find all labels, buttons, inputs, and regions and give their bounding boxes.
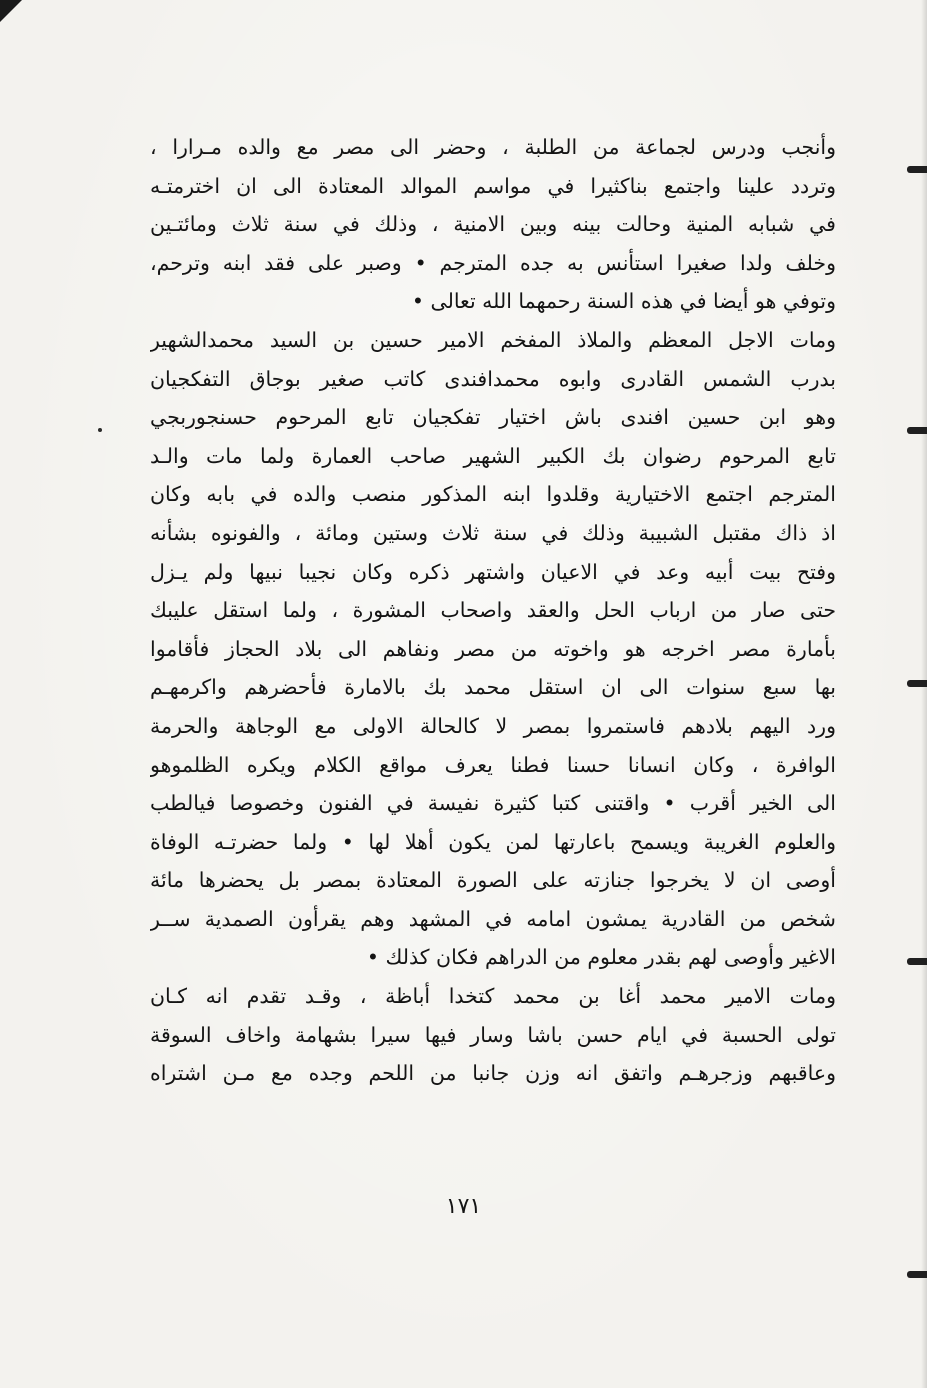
text-line: وعاقبهم وزجرهـم واتفق انه وزن جانبا من اللحم وجده مع مـن اشتراه (150, 1061, 836, 1086)
edge-binding-mark (907, 958, 927, 965)
text-line: حتى صار من ارباب الحل والعقد واصحاب المشورة ، ولما استقل عليبك (150, 598, 836, 623)
edge-binding-mark (907, 166, 927, 173)
edge-binding-mark (907, 680, 927, 687)
edge-binding-mark (907, 1271, 927, 1278)
page-number: ١٧١ (445, 1194, 482, 1219)
text-line: أوصى ان لا يخرجوا جنازته على الصورة المعتادة بمصر بل يحضرها مائة (150, 868, 836, 893)
text-line: وأنجب ودرس لجماعة من الطلبة ، وحضر الى مصر مع والده مـرارا ، (150, 135, 836, 159)
text-line: بأمارة مصر اخرجه هو واخوته من مصر ونفاهم الى بلاد الحجاز فأقاموا (150, 636, 836, 661)
body-text (150, 128, 836, 1093)
text-line: وخلف ولدا صغيرا استأنس به جده المترجم • وصبر على فقد ابنه وترحم، (150, 250, 836, 275)
text-line: وتوفي هو أيضا في هذه السنة رحمهما الله تعالى • (411, 289, 836, 314)
text-line: ومات الامير محمد أغا بن محمد كتخدا أباظة ، وقـد تقدم انه كـان (150, 984, 836, 1009)
text-line: بدرب الشمس القادرى وابوه محمدافندى كاتب صغير بوجاق التفكجيان (150, 366, 836, 391)
text-line: ومات الاجل المعظم والملاذ المفخم الامير حسين بن السيد محمدالشهير (150, 327, 836, 352)
edge-binding-mark (907, 427, 927, 434)
text-line: شخص من القادرية يمشون امامه في المشهد وهم يقرأون الصمدية ســر (150, 906, 836, 931)
ink-speck (98, 428, 102, 432)
text-line: والعلوم الغريبة ويسمح باعارتها لمن يكون أهلا لها • ولما حضرتـه الوفاة (150, 829, 836, 854)
text-line: بها سبع سنوات الى ان استقل محمد بك بالامارة فأحضرهم واكرمهـم (150, 675, 836, 700)
text-line: الوافرة ، وكان انسانا حسنا فطنا يعرف مواقع الكلام ويكره الظلموهو (150, 752, 836, 777)
text-line: وفتح بيت أبيه وعد في الاعيان واشتهر ذكره وكان نجيبا نبيها ولم يـزل (150, 559, 836, 584)
page-edge-shadow (921, 0, 927, 1388)
text-line: الاغير وأوصى لهم بقدر معلوم من الدراهم فكان كذلك • (366, 945, 836, 970)
text-line: الى الخير أقرب • واقتنى كتبا كثيرة نفيسة في الفنون وخصوصا فيالطب (150, 791, 836, 816)
text-line: تولى الحسبة في ايام حسن باشا وسار فيها سيرا بشهامة واخاف السوقة (150, 1022, 836, 1047)
text-line: وتردد علينا واجتمع بناكثيرا في مواسم الموالد المعتادة الى ان اخترمتـه (150, 173, 836, 198)
text-line: في شبابه المنية وحالت بينه وبين الامنية ، وذلك في سنة ثلاث ومائتـين (150, 212, 836, 237)
text-line: وهو ابن حسين افندى باش اختيار تفكجيان تابع المرحوم حسنجوربجي (150, 405, 836, 430)
text-line: المترجم اجتمع الاختيارية وقلدوا ابنه المذكور منصب والده في بابه وكان (150, 482, 836, 507)
text-line: اذ ذاك مقتبل الشبيبة وذلك في سنة ثلاث وستين ومائة ، والفونوه بشأنه (150, 520, 836, 545)
text-line: تابع المرحوم رضوان بك الكبير الشهير صاحب العمارة ولما مات والـد (150, 443, 836, 468)
corner-fold-mark (0, 0, 22, 22)
text-line: ورد اليهم بلادهم فاستمروا بمصر لا كالحالة الاولى مع الوجاهة والحرمة (150, 713, 836, 738)
